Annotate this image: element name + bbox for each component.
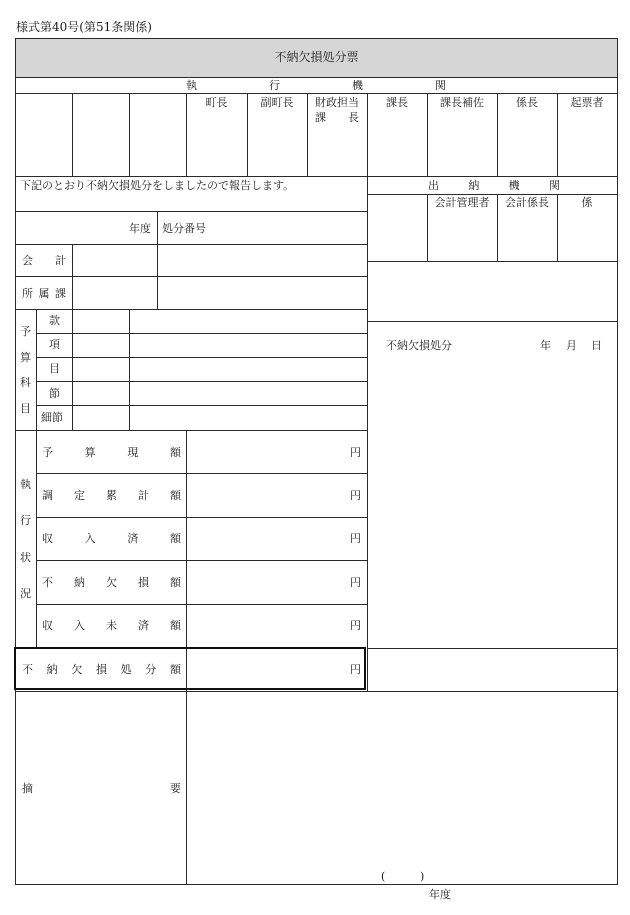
border-right (617, 38, 618, 885)
budget-item-kou: 項 (49, 338, 60, 351)
disposal-date-day: 日 (591, 339, 602, 352)
amount-label-char: 額 (170, 576, 181, 589)
disposal-number-label: 処分番号 (162, 222, 206, 235)
hline (36, 517, 367, 518)
amount-label-char: 入 (74, 619, 85, 632)
budget-item-label-char: 予 (20, 325, 31, 338)
fiscal-year-label: 年度 (129, 222, 151, 235)
budget-item-kan: 款 (49, 314, 60, 327)
disposal-label-char: 納 (46, 663, 58, 676)
amount-label-char: 不 (42, 576, 53, 589)
disposal-label-char: 欠 (71, 663, 83, 676)
disposal-label-char: 処 (120, 663, 132, 676)
department-label-char: 課 (55, 287, 66, 300)
cashier-header (428, 179, 560, 192)
footer-year: 年度 (429, 888, 451, 901)
execution-status-label-char: 状 (20, 550, 31, 564)
yen-unit: 円 (350, 532, 361, 545)
department-label-char: 所 (22, 287, 33, 300)
amount-label-char: 予 (42, 446, 53, 459)
amount-label-assessed (42, 489, 181, 502)
cashier-header-char: 納 (468, 179, 480, 192)
amount-label-char: 納 (74, 576, 85, 589)
hline (15, 244, 367, 245)
execution-status-label-char: 況 (20, 586, 31, 600)
amount-label-char: 済 (127, 532, 139, 545)
disposal-date-year: 年 (540, 339, 551, 352)
vline (72, 93, 73, 176)
border-bottom (15, 884, 618, 885)
amount-label-char: 収 (42, 619, 53, 632)
footer-paren-open: ( (381, 870, 386, 883)
budget-item-setsu: 節 (49, 387, 60, 400)
amount-label-outstanding (42, 619, 181, 632)
yen-unit: 円 (350, 576, 361, 589)
footer-paren-close: ) (420, 870, 425, 883)
amount-label-char: 額 (170, 489, 181, 502)
amount-label-char: 額 (169, 446, 181, 459)
cashier-header-char: 出 (428, 179, 439, 192)
hline (15, 93, 618, 94)
account-label-char: 計 (55, 254, 66, 267)
report-sentence: 下記のとおり不納欠損処分をしましたので報告します。 (20, 179, 295, 192)
stamp-deputy-mayor: 副町長 (260, 96, 294, 109)
execution-header-char: 行 (269, 79, 280, 92)
stamp-accounting-chief: 会計係長 (505, 196, 549, 209)
hline (36, 333, 367, 334)
yen-unit: 円 (350, 446, 361, 459)
cashier-header-char: 機 (508, 179, 520, 192)
amount-label-uncollectible (42, 576, 181, 589)
stamp-finance-2: 課 長 (315, 111, 359, 124)
vline (72, 309, 73, 430)
hline (15, 430, 367, 431)
stamp-clerk: 係 (581, 196, 593, 209)
stamp-assistant-chief: 課長補佐 (440, 96, 484, 109)
execution-status-label-char: 執 (20, 478, 31, 491)
budget-item-label-char: 算 (20, 350, 31, 364)
form-title: 不納欠損処分票 (274, 50, 359, 64)
amount-label-char: 収 (42, 532, 53, 545)
amount-label-char: 入 (84, 532, 96, 545)
execution-header-char: 機 (352, 79, 363, 92)
hline (367, 194, 618, 195)
border-left (15, 38, 16, 885)
vline (36, 309, 37, 648)
hline (15, 176, 618, 177)
hline (367, 321, 618, 322)
disposal-amount-label (22, 663, 181, 676)
stamp-drafter: 起票者 (570, 96, 604, 109)
stamp-mayor: 町長 (205, 96, 228, 109)
department-label-char: 属 (38, 287, 50, 300)
yen-unit: 円 (350, 619, 361, 632)
hline (367, 261, 618, 262)
amount-label-char: 未 (106, 619, 117, 632)
hline (36, 473, 367, 474)
border-top (15, 38, 618, 39)
execution-header (186, 79, 446, 92)
vline (129, 309, 130, 430)
summary-label-char: 摘 (22, 782, 33, 795)
vline (129, 93, 130, 176)
account-label-char: 会 (22, 254, 33, 267)
hline (15, 691, 618, 692)
disposal-label-char: 不 (22, 663, 33, 676)
stamp-section-chief: 課長 (386, 96, 408, 109)
summary-label (22, 782, 181, 795)
budget-item-label (15, 325, 36, 415)
amount-label-char: 算 (84, 446, 96, 459)
column-divider (367, 176, 368, 692)
hline (15, 309, 367, 310)
disposal-date-label: 不納欠損処分 (386, 339, 452, 352)
form-number: 様式第40号(第51条関係) (16, 20, 152, 34)
disposal-label-char: 額 (169, 663, 181, 676)
amount-label-char: 調 (42, 489, 53, 502)
amount-label-char: 額 (170, 619, 181, 632)
budget-item-saisetsu: 細節 (41, 411, 63, 424)
amount-label-char: 欠 (106, 576, 117, 589)
amount-label-char: 現 (127, 446, 139, 459)
stamp-subsection-chief: 係長 (516, 96, 538, 109)
amount-label-char: 累 (106, 489, 117, 502)
hline (367, 648, 618, 649)
hline (36, 604, 367, 605)
department-label (22, 287, 66, 300)
vline (157, 211, 158, 309)
execution-header-char: 関 (435, 79, 446, 92)
budget-item-label-char: 目 (20, 401, 31, 415)
stamp-accounting-manager: 会計管理者 (434, 196, 490, 209)
account-label (22, 254, 66, 267)
amount-label-received (42, 532, 181, 545)
hline (15, 276, 367, 277)
budget-item-label-char: 科 (20, 376, 31, 390)
summary-label-char: 要 (170, 782, 181, 795)
execution-status-label (15, 478, 36, 600)
amount-label-char: 損 (138, 576, 149, 589)
amount-label-char: 額 (169, 532, 181, 545)
hline (36, 381, 367, 382)
amount-label-char: 済 (138, 619, 149, 632)
amount-label-char: 定 (74, 489, 85, 502)
disposal-date-month: 月 (566, 339, 577, 352)
stamp-finance-1: 財政担当 (315, 96, 359, 109)
amount-label-char: 計 (138, 489, 149, 502)
execution-header-char: 執 (186, 79, 197, 92)
disposal-label-char: 損 (95, 663, 107, 676)
yen-unit: 円 (350, 489, 361, 502)
hline (36, 405, 367, 406)
yen-unit: 円 (350, 663, 361, 676)
amount-label-budget (42, 446, 181, 459)
cashier-header-char: 関 (548, 179, 560, 192)
budget-item-moku: 目 (49, 362, 60, 375)
hline (36, 357, 367, 358)
hline (36, 560, 367, 561)
hline (15, 211, 367, 212)
execution-status-label-char: 行 (20, 514, 31, 528)
hline (15, 77, 618, 78)
disposal-label-char: 分 (145, 663, 157, 676)
